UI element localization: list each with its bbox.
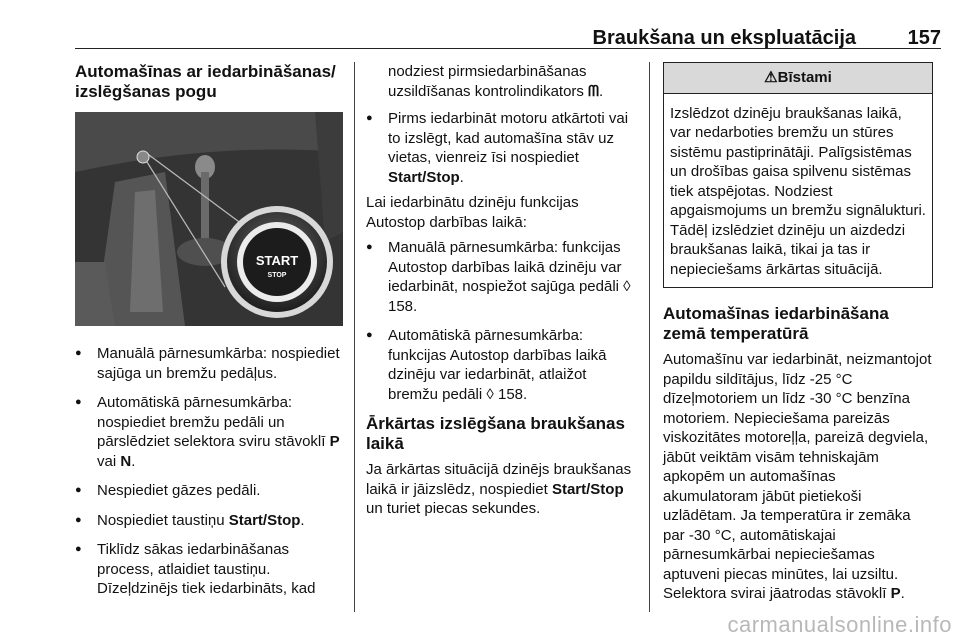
page-reference-link[interactable]: 158. (388, 297, 418, 315)
stop-label: STOP (267, 272, 287, 279)
header-rule (75, 48, 941, 49)
glow-plug-icon: ᗰ (588, 82, 599, 100)
start-label: START (255, 253, 299, 268)
column-2 (366, 62, 634, 525)
column-1 (75, 62, 343, 609)
watermark: carmanualsonline.info (727, 612, 952, 637)
dashboard-illustration (75, 112, 343, 326)
warning-box (663, 62, 933, 288)
list-item: ● Tiklīdz sākas iedarbināšanas process, atlaidiet taustiņu. Dīzeļdzinējs tiek iedarbināts, kad (75, 540, 343, 599)
list-item: ● Automātiskā pārnesumkārba: funkcijas Autostop darbības laikā dzinēju var iedarbināt, atlaižot bremžu pedāli ◊ 158. (366, 326, 634, 404)
column-divider (649, 62, 650, 612)
restart-list (366, 109, 634, 187)
section-heading: Automašīnas ar iedarbināšanas/ izslēgšanas pogu (75, 62, 336, 101)
section-heading: Automašīnas iedarbināšana zemā temperatūrā (663, 304, 889, 343)
page-reference-link[interactable]: 158. (497, 385, 528, 403)
page-reference-icon: ◊ (486, 385, 494, 403)
section-heading: Ārkārtas izslēgšana braukšanas laikā (366, 414, 625, 453)
page-reference-icon: ◊ (623, 278, 631, 295)
start-steps-list (75, 344, 343, 599)
column-divider (354, 62, 355, 612)
column-3 (663, 62, 933, 610)
warning-header (664, 63, 932, 94)
header-title: Braukšana un ekspluatācija (592, 27, 856, 49)
paragraph: Automašīnu var iedarbināt, neizmantojot papildu sildītājus, līdz -25 °C dīzeļmotoriem un līdz -30 °C benzīna motoriem. Nepieciešama pareizās viskozitātes motoreļļa, pareizā degviela, jābūt veiktām visām tehniskajām apkopēm un automašīnas akumulatoram jābūt pietiekoši uzlādētam. Ja temperatūra ir zemāka par -30 °C, automātiskajai pārnesumkārbai nepieciešamas aptuveni piecas minūtes, lai uzsiltu. Selektora svirai jāatrodas stāvoklī P. (663, 351, 932, 602)
paragraph: Lai iedarbinātu dzinēju funkcijas Autostop darbības laikā: (366, 194, 579, 231)
autostop-list (366, 238, 634, 404)
warning-text: Izslēdzot dzinēju braukšanas laikā, var nedarboties bremžu un stūres sistēmu pastiprinātāji. Palīgsistēmas un drošības gaisa spilvenu sistēmas tiek atspējotas. Nodziest apgaismojums un bremžu signālukturi. Tādēļ izslēdziet dzinēju un aizdedzi braukšanas laikā, tikai ja tas ir nepieciešams ārkārtas situācijā. (670, 104, 926, 278)
list-item: ● Manuālā pārnesumkārba: funkcijas Autostop darbības laikā dzinēju var iedarbināt, nospiežot sajūga pedāli ◊ 158. (366, 238, 634, 316)
page-header (75, 0, 941, 50)
list-item: ● Nospiediet taustiņu Start/Stop. (75, 511, 343, 531)
list-item: ● Automātiskā pārnesumkārba: nospiediet bremžu pedāli un pārslēdziet selektora sviru stāvoklī P vai N. (75, 393, 343, 471)
page-number: 157 (907, 27, 941, 49)
list-item-continuation: nodziest pirmsiedarbināšanas uzsildīšanas kontrolindikators ᗰ. (388, 63, 604, 100)
start-button-illustration (75, 112, 343, 326)
list-item: ● Nespiediet gāzes pedāli. (75, 481, 343, 501)
warning-icon: ⚠ (764, 69, 778, 86)
list-item: ● Pirms iedarbināt motoru atkārtoti vai to izslēgt, kad automašīna stāv uz vietas, vienreiz īsi nospiediet Start/Stop. (366, 109, 634, 187)
paragraph: Ja ārkārtas situācijā dzinējs braukšanas laikā ir jāizslēdz, nospiediet Start/Stop un turiet piecas sekundes. (366, 461, 632, 517)
warning-title: Bīstami (777, 69, 832, 86)
list-item: ● Manuālā pārnesumkārba: nospiediet sajūga un bremžu pedāļus. (75, 344, 343, 383)
